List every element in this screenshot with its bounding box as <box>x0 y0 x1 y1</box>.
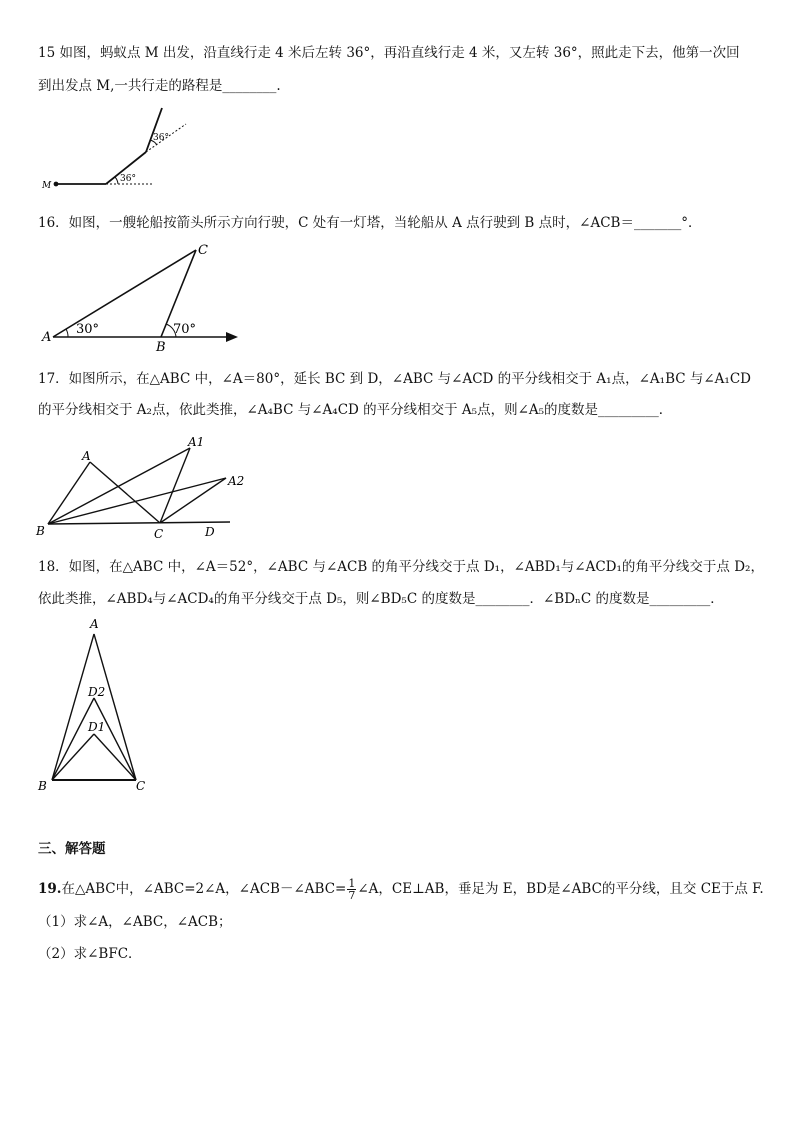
q15-text-line1: 15 如图，蚂蚁点 M 出发，沿直线行走 4 米后左转 36°，再沿直线行走 4 米，又左转 36°，照此走下去，他第一次回 <box>38 45 740 61</box>
line-bd <box>48 522 230 524</box>
q16-text: 16．如图，一艘轮船按箭头所示方向行驶，C 处有一灯塔，当轮船从 A 点行驶到 B 点时，∠ACB＝_______°． <box>38 215 702 231</box>
angle-arc-a <box>66 329 68 337</box>
angle-label-high: 36° <box>153 133 169 143</box>
q17-text-line1: 17．如图所示，在△ABC 中，∠A＝80°，延长 BC 到 D，∠ABC 与∠ACD 的平分线相交于 A₁点，∠A₁BC 与∠A₁CD <box>38 371 751 387</box>
q19-fraction-denominator: 7 <box>348 889 356 902</box>
q19-number: 19. <box>38 881 62 897</box>
angle-label-a: 30° <box>76 322 100 337</box>
q18-figure <box>34 614 158 796</box>
angle-arc-1 <box>115 177 118 184</box>
q19-part1: （1）求∠A，∠ABC，∠ACB； <box>38 914 232 930</box>
label-b: B <box>38 779 47 793</box>
course-arrow-icon <box>226 332 238 342</box>
line-ba1 <box>48 448 190 524</box>
line-ca2 <box>160 478 226 523</box>
line-ab <box>52 634 94 780</box>
section-heading: 三、解答题 <box>38 841 106 857</box>
label-a: A <box>82 449 91 463</box>
label-c: C <box>154 527 164 541</box>
q17-figure <box>34 430 254 542</box>
label-a1: A1 <box>188 435 205 449</box>
label-d1: D1 <box>88 720 106 734</box>
label-d: D <box>205 525 215 539</box>
q17-text-line2: 的平分线相交于 A₂点，依此类推，∠A₄BC 与∠A₄CD 的平分线相交于 A₅点，则∠A₅的度数是_________． <box>38 402 673 418</box>
q19-text-a: 在△ABC中，∠ABC=2∠A，∠ACB－∠ABC= <box>61 881 347 897</box>
q15-figure <box>36 100 196 192</box>
angle-label-low: 36° <box>120 174 136 184</box>
q15-text-line2: 到出发点 M,一共行走的路程是________. <box>38 78 281 94</box>
path-segment-3 <box>146 108 162 152</box>
q19-fraction <box>347 878 356 901</box>
label-b: B <box>36 524 45 538</box>
q19-text-line1 <box>38 876 764 902</box>
label-d2: D2 <box>88 685 106 699</box>
angle-label-b: 70° <box>173 322 197 337</box>
q18-text-line1: 18．如图，在△ABC 中，∠A＝52°，∠ABC 与∠ACB 的角平分线交于点 D₁，∠ABD₁与∠ACD₁的角平分线交于点 D₂， <box>38 559 764 575</box>
label-m: M <box>42 181 52 191</box>
label-c: C <box>136 779 146 793</box>
line-cd2 <box>94 698 136 780</box>
label-a: A <box>90 617 99 631</box>
label-a: A <box>42 330 52 345</box>
q19-fraction-numerator: 1 <box>348 877 356 890</box>
line-ac <box>90 462 160 523</box>
line-ca1 <box>160 448 190 523</box>
label-b: B <box>156 340 166 354</box>
q16-figure <box>36 238 256 354</box>
q19-part2: （2）求∠BFC． <box>38 946 142 962</box>
q19-text-b: ∠A，CE⊥AB，垂足为 E，BD是∠ABC的平分线，且交 CE于点 F. <box>357 881 764 897</box>
label-a2: A2 <box>228 474 245 488</box>
q18-text-line2: 依此类推，∠ABD₄与∠ACD₄的角平分线交于点 D₅，则∠BD₅C 的度数是________．∠BDₙC 的度数是_________． <box>38 591 724 607</box>
label-c: C <box>198 243 208 258</box>
line-ac <box>94 634 136 780</box>
line-bd2 <box>52 698 94 780</box>
